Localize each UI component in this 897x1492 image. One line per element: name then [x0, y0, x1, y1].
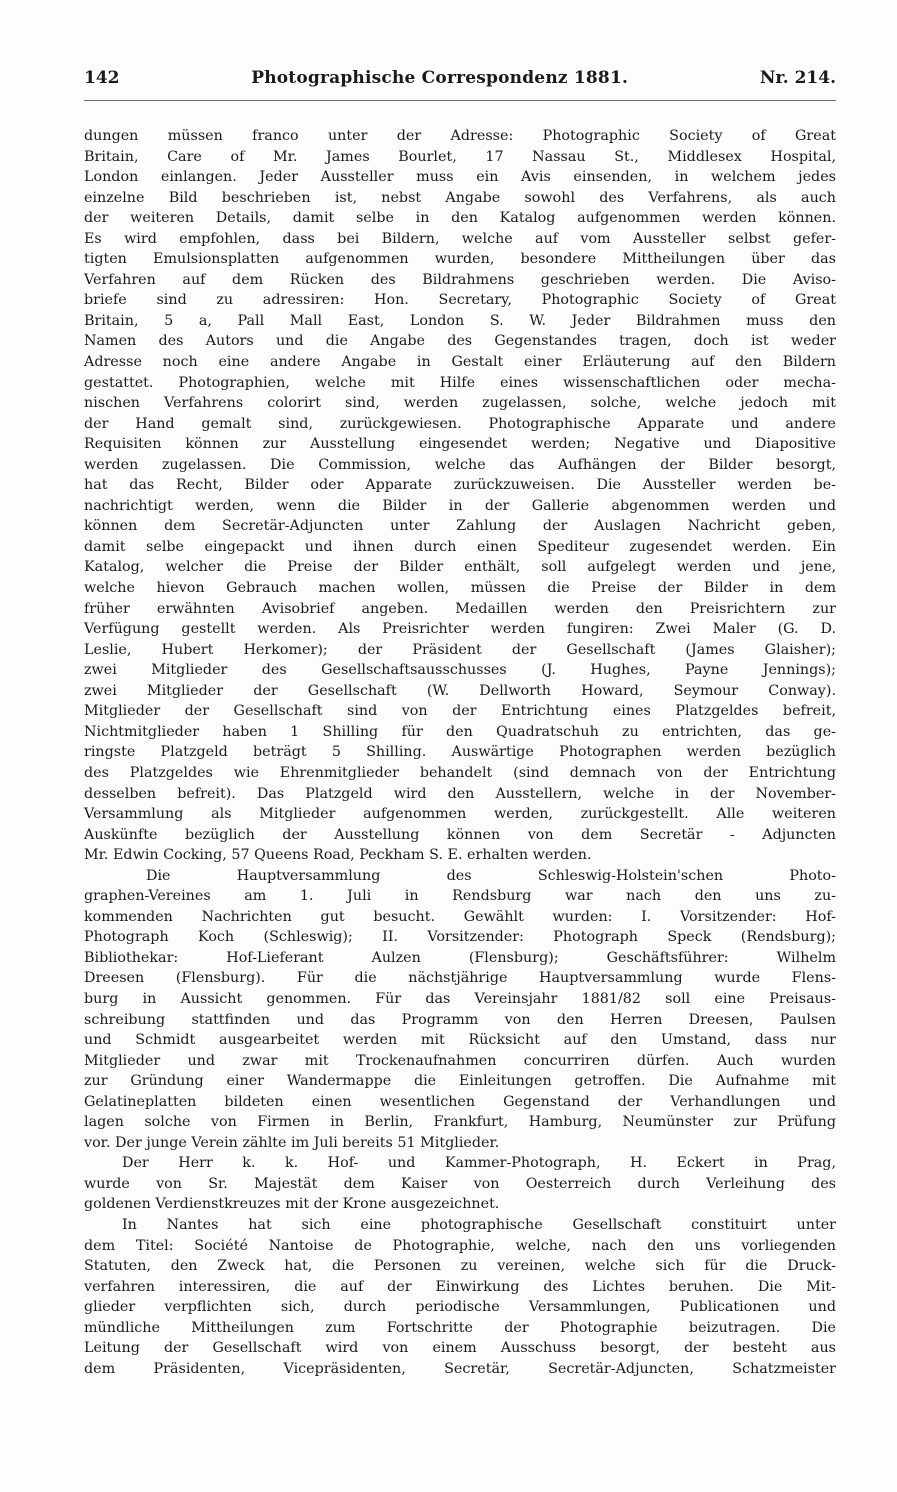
text-line: Katalog, welcher die Preise der Bilder enthält, soll aufgelegt werden und jene, — [84, 559, 836, 576]
text-line: burg in Aussicht genommen. Für das Vereinsjahr 1881/82 soll eine Preisaus- — [84, 990, 836, 1007]
text-line: verfahren interessiren, die auf der Einwirkung des Lichtes beruhen. Die Mit- — [84, 1278, 836, 1295]
header-rule — [84, 100, 836, 101]
text-line: Die Hauptversammlung des Schleswig-Holstein'schen Photo- — [146, 867, 836, 884]
text-line: schreibung stattfinden und das Programm von den Herren Dreesen, Paulsen — [84, 1011, 836, 1028]
text-line: ringste Platzgeld beträgt 5 Shilling. Auswärtige Photographen werden bezüglich — [84, 744, 836, 761]
text-line: der Hand gemalt sind, zurückgewiesen. Photographische Apparate und andere — [84, 415, 836, 432]
text-line: Dreesen (Flensburg). Für die nächstjährige Hauptversammlung wurde Flens- — [84, 970, 836, 987]
text-line: glieder verpflichten sich, durch periodische Versammlungen, Publicationen und — [84, 1299, 836, 1316]
text-line: desselben befreit). Das Platzgeld wird den Ausstellern, welche in der November- — [84, 785, 836, 802]
text-line: Leitung der Gesellschaft wird von einem Ausschuss besorgt, der besteht aus — [84, 1340, 836, 1357]
text-line: lagen solche von Firmen in Berlin, Frankfurt, Hamburg, Neumünster zur Prüfung — [84, 1114, 836, 1131]
text-line: nischen Verfahrens colorirt sind, werden zugelassen, solche, welche jedoch mit — [84, 395, 836, 412]
text-line: Verfahren auf dem Rücken des Bildrahmens geschrieben werden. Die Aviso- — [84, 271, 836, 288]
text-line: Es wird empfohlen, dass bei Bildern, welche auf vom Aussteller selbst gefer- — [84, 230, 836, 247]
text-line: des Platzgeldes wie Ehrenmitglieder behandelt (sind demnach von der Entrichtung — [84, 764, 836, 781]
text-line: Nichtmitglieder haben 1 Shilling für den Quadratschuh zu entrichten, das ge- — [84, 723, 836, 740]
text-line: der weiteren Details, damit selbe in den Katalog aufgenommen werden können. — [84, 210, 836, 227]
page-number: 142 — [84, 68, 120, 88]
text-line: und Schmidt ausgearbeitet werden mit Rücksicht auf den Umstand, dass nur — [84, 1032, 836, 1049]
text-line: vor. Der junge Verein zählte im Juli bereits 51 Mitglieder. — [84, 1134, 500, 1151]
text-line: früher erwähnten Avisobrief angeben. Medaillen werden den Preisrichtern zur — [84, 600, 836, 617]
text-line: damit selbe eingepackt und ihnen durch einen Spediteur zugesendet werden. Ein — [84, 538, 836, 555]
text-line: Statuten, den Zweck hat, die Personen zu vereinen, welche sich für die Druck- — [84, 1258, 836, 1275]
text-line: Der Herr k. k. Hof- und Kammer-Photograph, H. Eckert in Prag, — [122, 1155, 836, 1172]
page-header — [84, 68, 836, 92]
text-line: goldenen Verdienstkreuzes mit der Krone ausgezeichnet. — [84, 1196, 500, 1213]
text-line: graphen-Vereines am 1. Juli in Rendsburg war nach den uns zu- — [84, 888, 836, 905]
text-line: Requisiten können zur Ausstellung eingesendet werden; Negative und Diapositive — [84, 436, 836, 453]
text-line: Verfügung gestellt werden. Als Preisrichter werden fungiren: Zwei Maler (G. D. — [84, 621, 836, 638]
text-line: Photograph Koch (Schleswig); II. Vorsitzender: Photograph Speck (Rendsburg); — [84, 929, 836, 946]
text-line: dungen müssen franco unter der Adresse: Photographic Society of Great — [84, 128, 836, 144]
text-line: Auskünfte bezüglich der Ausstellung können von dem Secretär - Adjuncten — [84, 826, 836, 843]
text-line: In Nantes hat sich eine photographische Gesellschaft constituirt unter — [122, 1216, 836, 1233]
text-line: einzelne Bild beschrieben ist, nebst Angabe sowohl des Verfahrens, als auch — [84, 189, 836, 206]
text-line: dem Titel: Société Nantoise de Photographie, welche, nach den uns vorliegenden — [84, 1237, 836, 1254]
text-line: London einlangen. Jeder Aussteller muss ein Avis einsenden, in welchem jedes — [84, 169, 836, 186]
text-line: Britain, 5 a, Pall Mall East, London S. W. Jeder Bildrahmen muss den — [84, 312, 836, 329]
text-line: kommenden Nachrichten gut besucht. Gewählt wurden: I. Vorsitzender: Hof- — [84, 908, 836, 925]
text-line: zur Gründung einer Wandermappe die Einleitungen getroffen. Die Aufnahme mit — [84, 1073, 836, 1090]
text-line: Bibliothekar: Hof-Lieferant Aulzen (Flensburg); Geschäftsführer: Wilhelm — [84, 949, 836, 966]
text-line: nachrichtigt werden, wenn die Bilder in der Gallerie abgenommen werden und — [84, 497, 836, 514]
text-line: welche hievon Gebrauch machen wollen, müssen die Preise der Bilder in dem — [84, 580, 836, 597]
text-line: Namen des Autors und die Angabe des Gegenstandes tragen, doch ist weder — [84, 333, 836, 350]
text-line: Mr. Edwin Cocking, 57 Queens Road, Peckham S. E. erhalten werden. — [84, 847, 592, 864]
text-line: können dem Secretär-Adjuncten unter Zahlung der Auslagen Nachricht geben, — [84, 518, 836, 535]
text-line: tigten Emulsionsplatten aufgenommen wurden, besondere Mittheilungen über das — [84, 251, 836, 268]
text-line: wurde von Sr. Majestät dem Kaiser von Oesterreich durch Verleihung des — [84, 1175, 836, 1192]
journal-title: Photographische Correspondenz 1881. — [251, 68, 629, 88]
text-line: Leslie, Hubert Herkomer); der Präsident der Gesellschaft (James Glaisher); — [84, 641, 836, 658]
text-line: Gelatineplatten bildeten einen wesentlichen Gegenstand der Verhandlungen und — [84, 1093, 836, 1110]
body-text — [84, 126, 836, 1379]
text-line: mündliche Mittheilungen zum Fortschritte der Photographie beizutragen. Die — [84, 1319, 836, 1336]
text-line: Mitglieder der Gesellschaft sind von der Entrichtung eines Platzgeldes befreit, — [84, 703, 836, 720]
text-line: Versammlung als Mitglieder aufgenommen werden, zurückgestellt. Alle weiteren — [84, 806, 836, 823]
text-line: zwei Mitglieder der Gesellschaft (W. Dellworth Howard, Seymour Conway). — [84, 682, 836, 699]
text-line: Adresse noch eine andere Angabe in Gestalt einer Erläuterung auf den Bildern — [84, 354, 836, 371]
issue-number: Nr. 214. — [759, 68, 836, 88]
text-line: dem Präsidenten, Vicepräsidenten, Secretär, Secretär-Adjuncten, Schatzmeister — [84, 1360, 836, 1377]
text-line: briefe sind zu adressiren: Hon. Secretary, Photographic Society of Great — [84, 292, 836, 309]
text-line: zwei Mitglieder des Gesellschaftsausschusses (J. Hughes, Payne Jennings); — [84, 662, 836, 679]
text-line: werden zugelassen. Die Commission, welche das Aufhängen der Bilder besorgt, — [84, 456, 836, 473]
text-line: hat das Recht, Bilder oder Apparate zurückzuweisen. Die Aussteller werden be- — [84, 477, 836, 494]
text-line: Mitglieder und zwar mit Trockenaufnahmen concurriren dürfen. Auch wurden — [84, 1052, 836, 1069]
text-line: Britain, Care of Mr. James Bourlet, 17 Nassau St., Middlesex Hospital, — [84, 148, 836, 165]
text-line: gestattet. Photographien, welche mit Hilfe eines wissenschaftlichen oder mecha- — [84, 374, 836, 391]
